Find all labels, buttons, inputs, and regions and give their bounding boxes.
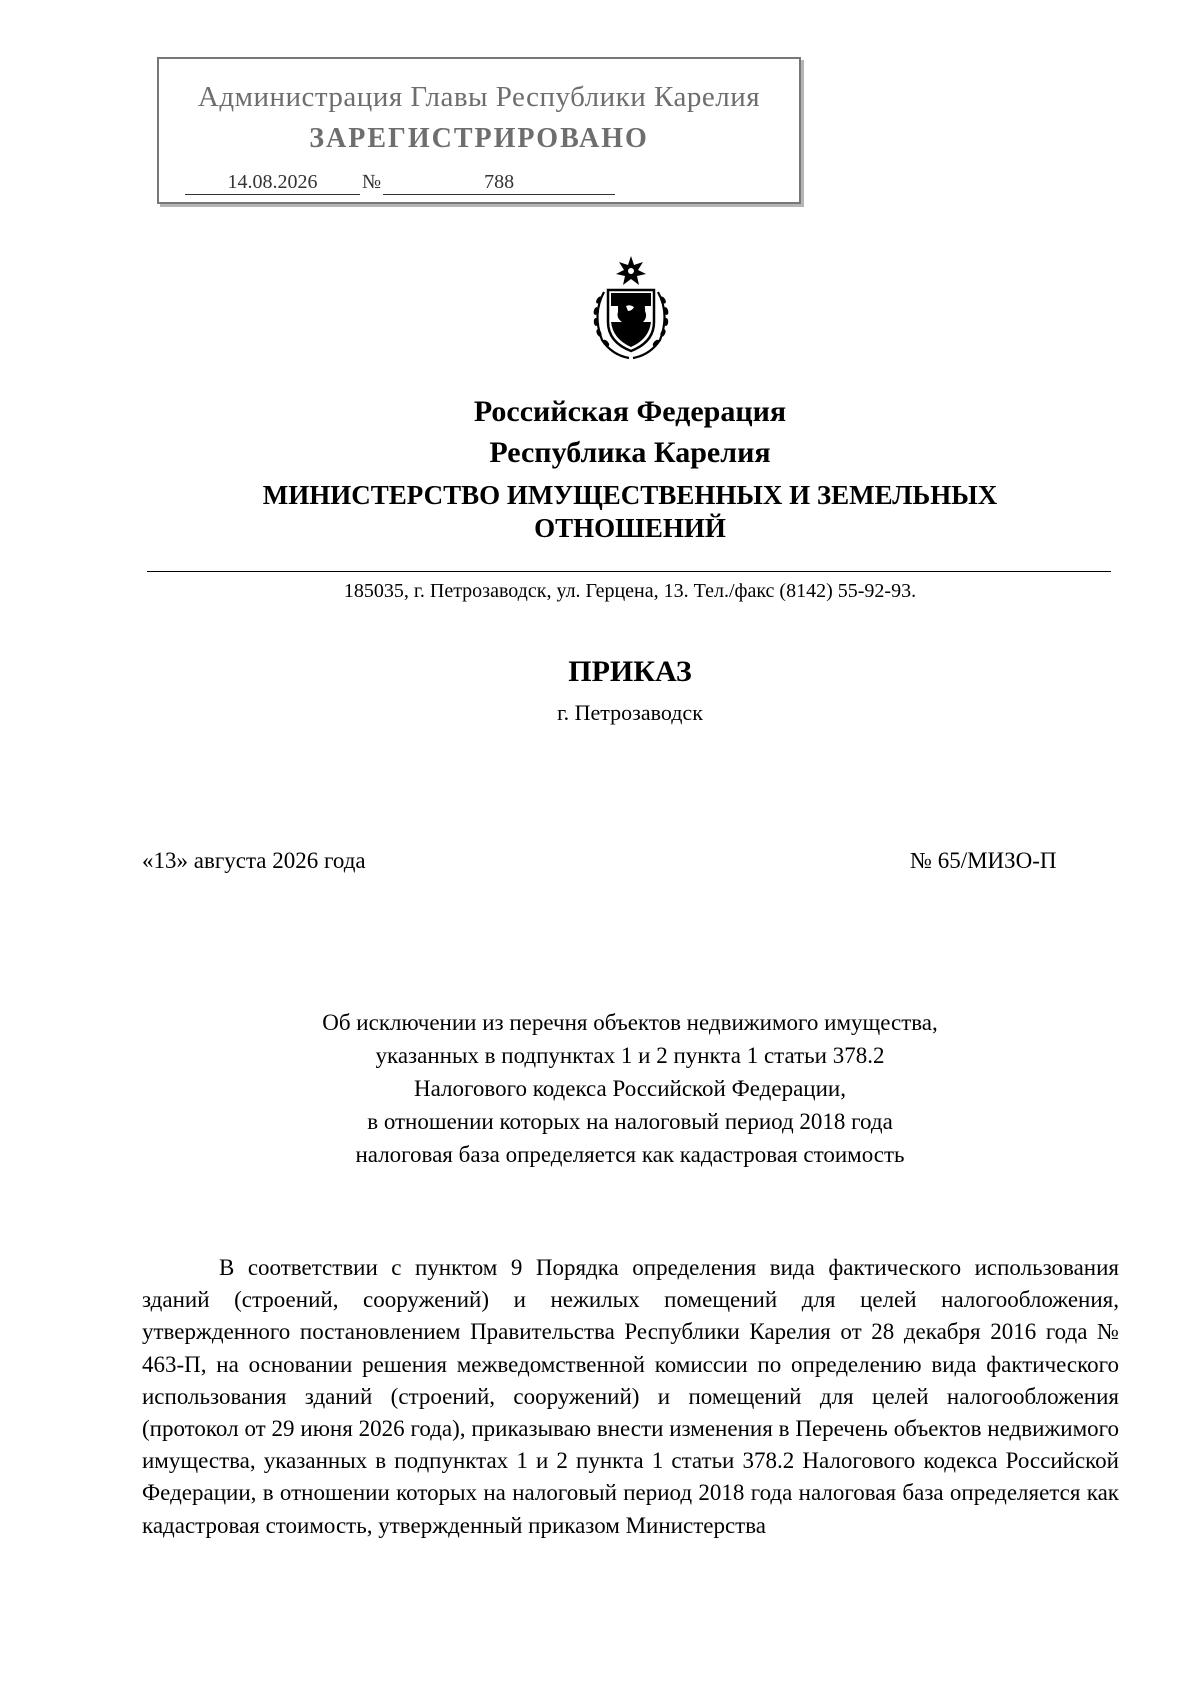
stamp-registered: ЗАРЕГИСТРИРОВАНО (309, 123, 649, 154)
ministry-name-line1: МИНИСТЕРСТВО ИМУЩЕСТВЕННЫХ И ЗЕМЕЛЬНЫХ (262, 480, 998, 510)
stamp-number-sign: № (362, 171, 382, 193)
subject-line: Налогового кодекса Российской Федерации, (414, 1076, 846, 1101)
stamp-number: 788 (383, 171, 615, 195)
header-divider (147, 571, 1111, 572)
karelia-coat-of-arms-icon (586, 254, 676, 364)
order-number: № 65/МИЗО-П (910, 848, 1057, 873)
order-body-paragraph: В соответствии с пунктом 9 Порядка определения вида фактического использования зданий (строений, сооружений) и нежилых помещений для целей налогообложения, утвержденного постановлением Правительства Республики Карелия от 28 декабря 2016 года № 463-П, на основании решения межведомственной комиссии по определению вида фактического использования зданий (строений, сооружений) и помещений для целей налогообложения (протокол от 29 июня 2026 года), приказываю внести изменения в Перечень объектов недвижимого имущества, указанных в подпунктах 1 и 2 пункта 1 статьи 378.2 Налогового кодекса Российской Федерации, в отношении которых на налоговый период 2018 года налоговая база определяется как кадастровая стоимость, утвержденный приказом Министерства (142, 1255, 1119, 1538)
registration-stamp (157, 57, 801, 204)
ministry-name (0, 479, 1200, 545)
ministry-name-line2: ОТНОШЕНИЙ (534, 513, 726, 543)
document-city: г. Петрозаводск (557, 700, 703, 725)
order-date: «13» августа 2026 года (142, 848, 366, 873)
country-name: Российская Федерация (473, 395, 787, 428)
subject-line: в отношении которых на налоговый период 2018 года (367, 1109, 893, 1134)
subject-line: Об исключении из перечня объектов недвижимого имущества, (322, 1010, 938, 1035)
order-subject (200, 1006, 1060, 1171)
ministry-address: 185035, г. Петрозаводск, ул. Герцена, 13. Тел./факс (8142) 55-92-93. (343, 580, 917, 602)
stamp-date: 14.08.2026 (185, 171, 360, 195)
republic-name: Республика Карелия (489, 436, 771, 469)
document-type: ПРИКАЗ (568, 655, 692, 688)
stamp-authority: Администрация Главы Республики Карелия (197, 81, 761, 113)
subject-line: указанных в подпунктах 1 и 2 пункта 1 статьи 378.2 (375, 1043, 885, 1068)
subject-line: налоговая база определяется как кадастровая стоимость (355, 1142, 905, 1167)
stamp-registration-line (185, 171, 615, 195)
